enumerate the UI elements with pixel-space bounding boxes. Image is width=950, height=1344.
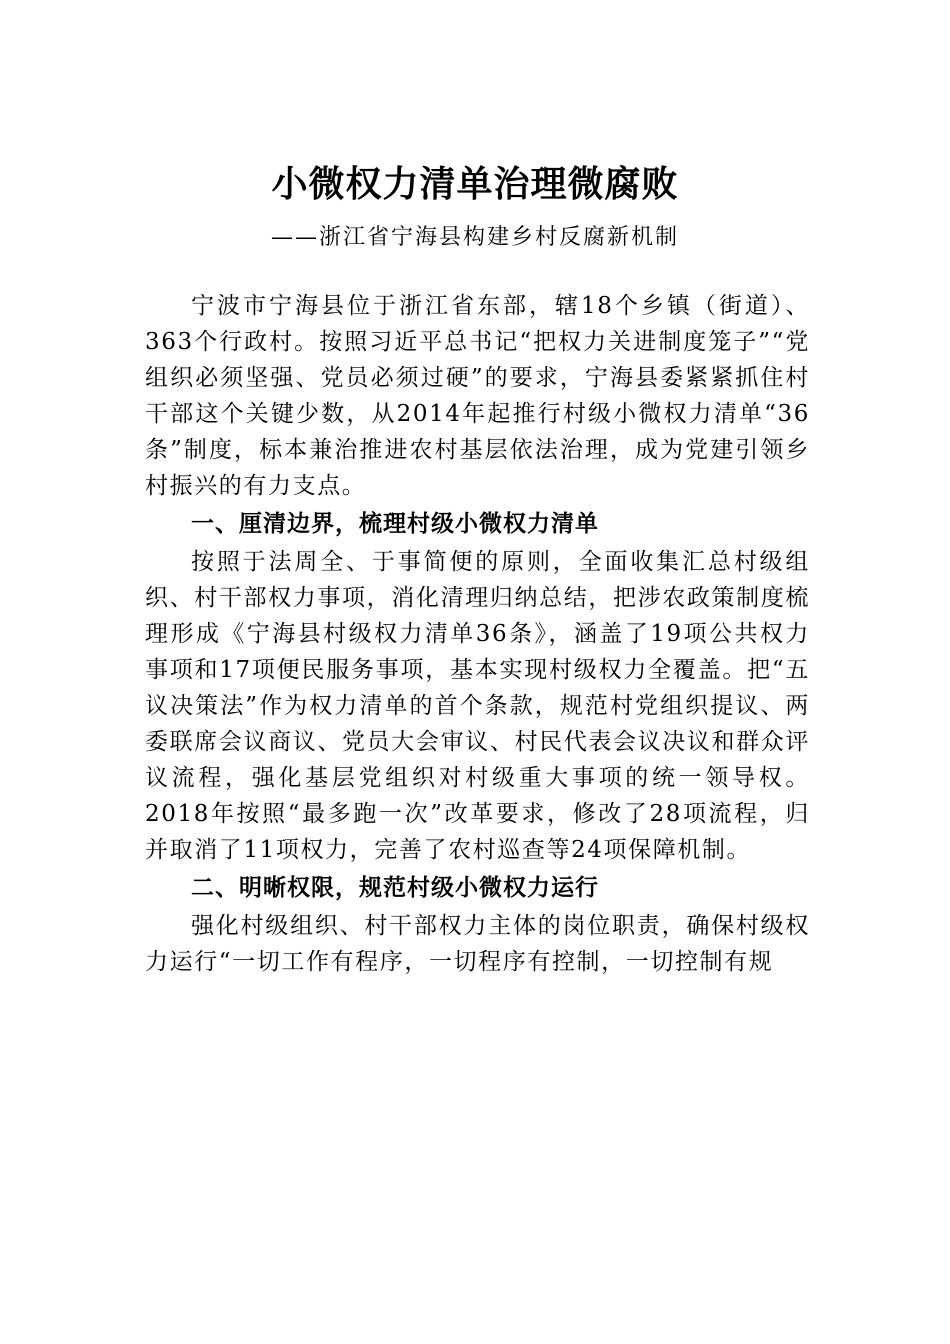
document-title: 小微权力清单治理微腐败	[271, 163, 679, 205]
section-heading-1: 一、厘清边界，梳理村级小微权力清单	[191, 511, 599, 537]
section-paragraph-2: 强化村级组织、村干部权力主体的岗位职责，确保村级权力运行“一切工作有程序，一切程序有控制，一切控制有规	[145, 913, 810, 975]
intro-paragraph: 宁波市宁海县位于浙江省东部，辖18个乡镇（街道）、363个行政村。按照习近平总书记“把权力关进制度笼子”“党组织必须坚强、党员必须过硬”的要求，宁海县委紧紧抓住村干部这个关键少数，从2014年起推行村级小微权力清单“36条”制度，标本兼治推进农村基层依法治理，成为党建引领乡村振兴的有力支点。	[145, 293, 810, 499]
document-subtitle: ——浙江省宁海县构建乡村反腐新机制	[270, 225, 679, 250]
document-body	[145, 288, 810, 980]
section-paragraph-1: 按照于法周全、于事简便的原则，全面收集汇总村级组织、村干部权力事项，消化清理归纳总结，把涉农政策制度梳理形成《宁海县村级权力清单36条》，涵盖了19项公共权力事项和17项便民服务事项，基本实现村级权力全覆盖。把“五议决策法”作为权力清单的首个条款，规范村党组织提议、两委联席会议商议、党员大会审议、村民代表会议决议和群众评议流程，强化基层党组织对村级重大事项的统一领导权。2018年按照“最多跑一次”改革要求，修改了28项流程，归并取消了11项权力，完善了农村巡查等24项保障机制。	[145, 549, 810, 863]
section-heading-2: 二、明晰权限，规范村级小微权力运行	[191, 875, 599, 901]
